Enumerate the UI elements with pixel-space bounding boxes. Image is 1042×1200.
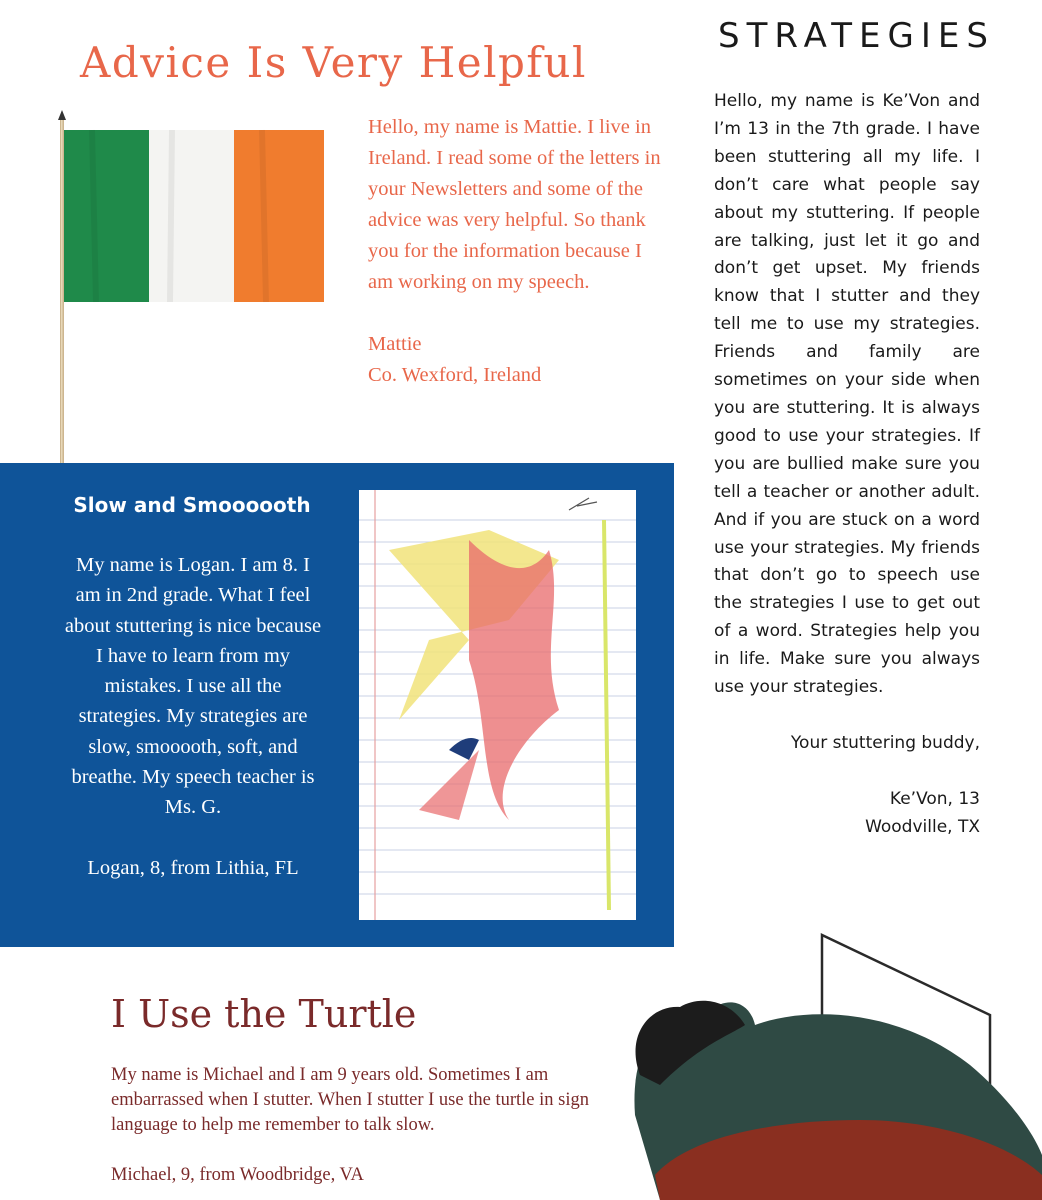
strategies-letter — [714, 88, 980, 842]
advice-text: Hello, my name is Mattie. I live in Ireland. I read some of the letters in your Newsletters and some of the advice was very helpful. So thank you for the information because I am working on my speech. — [368, 116, 661, 293]
turtle-drawing-image — [600, 915, 1042, 1200]
turtle-title: I Use the Turtle — [111, 992, 417, 1036]
logan-signature: Logan, 8, from Lithia, FL — [87, 856, 299, 879]
turtle-letter — [111, 1063, 611, 1188]
advice-sign-name: Mattie — [368, 333, 422, 355]
advice-letter — [368, 112, 668, 391]
logan-title: Slow and Smoooooth — [73, 493, 311, 517]
advice-sign-location: Co. Wexford, Ireland — [368, 364, 542, 386]
logan-letter — [64, 550, 322, 883]
child-drawing-image — [359, 490, 636, 920]
strategies-sign-name: Ke’Von, 13 — [889, 788, 980, 809]
irish-flag-image — [52, 108, 342, 468]
advice-title: Advice Is Very Helpful — [80, 38, 587, 87]
turtle-signature: Michael, 9, from Woodbridge, VA — [111, 1165, 364, 1185]
turtle-text: My name is Michael and I am 9 years old. Sometimes I am embarrassed when I stutter. When I stutter I use the turtle in sign language to help me remember to talk slow. — [111, 1065, 589, 1135]
logan-text: My name is Logan. I am 8. I am in 2nd grade. What I feel about stuttering is nice because I have to learn from my mistakes. I use all the strategies. My strategies are slow, smooooth, soft, and breathe. My speech teacher is Ms. G. — [64, 554, 322, 819]
strategies-sign-location: Woodville, TX — [865, 816, 980, 837]
strategies-text: Hello, my name is Ke’Von and I’m 13 in the 7th grade. I have been stuttering all my life. I don’t care what people say about my stuttering. If people are talking, just let it go and don’t get upset. My friends know that I stutter and they tell me to use my strategies. Friends and family are sometimes on your side when you are stuttering. It is always good to use your strategies. If you are bullied make sure you tell a teacher or another adult. And if you are stuck on a word use your strategies. My friends that don’t go to speech use the strategies I use to get out of a word. Strategies help you in life. Make sure you always use your strategies. — [714, 91, 980, 698]
strategies-closing: Your stuttering buddy, — [790, 732, 980, 753]
strategies-title: STRATEGIES — [718, 16, 995, 56]
